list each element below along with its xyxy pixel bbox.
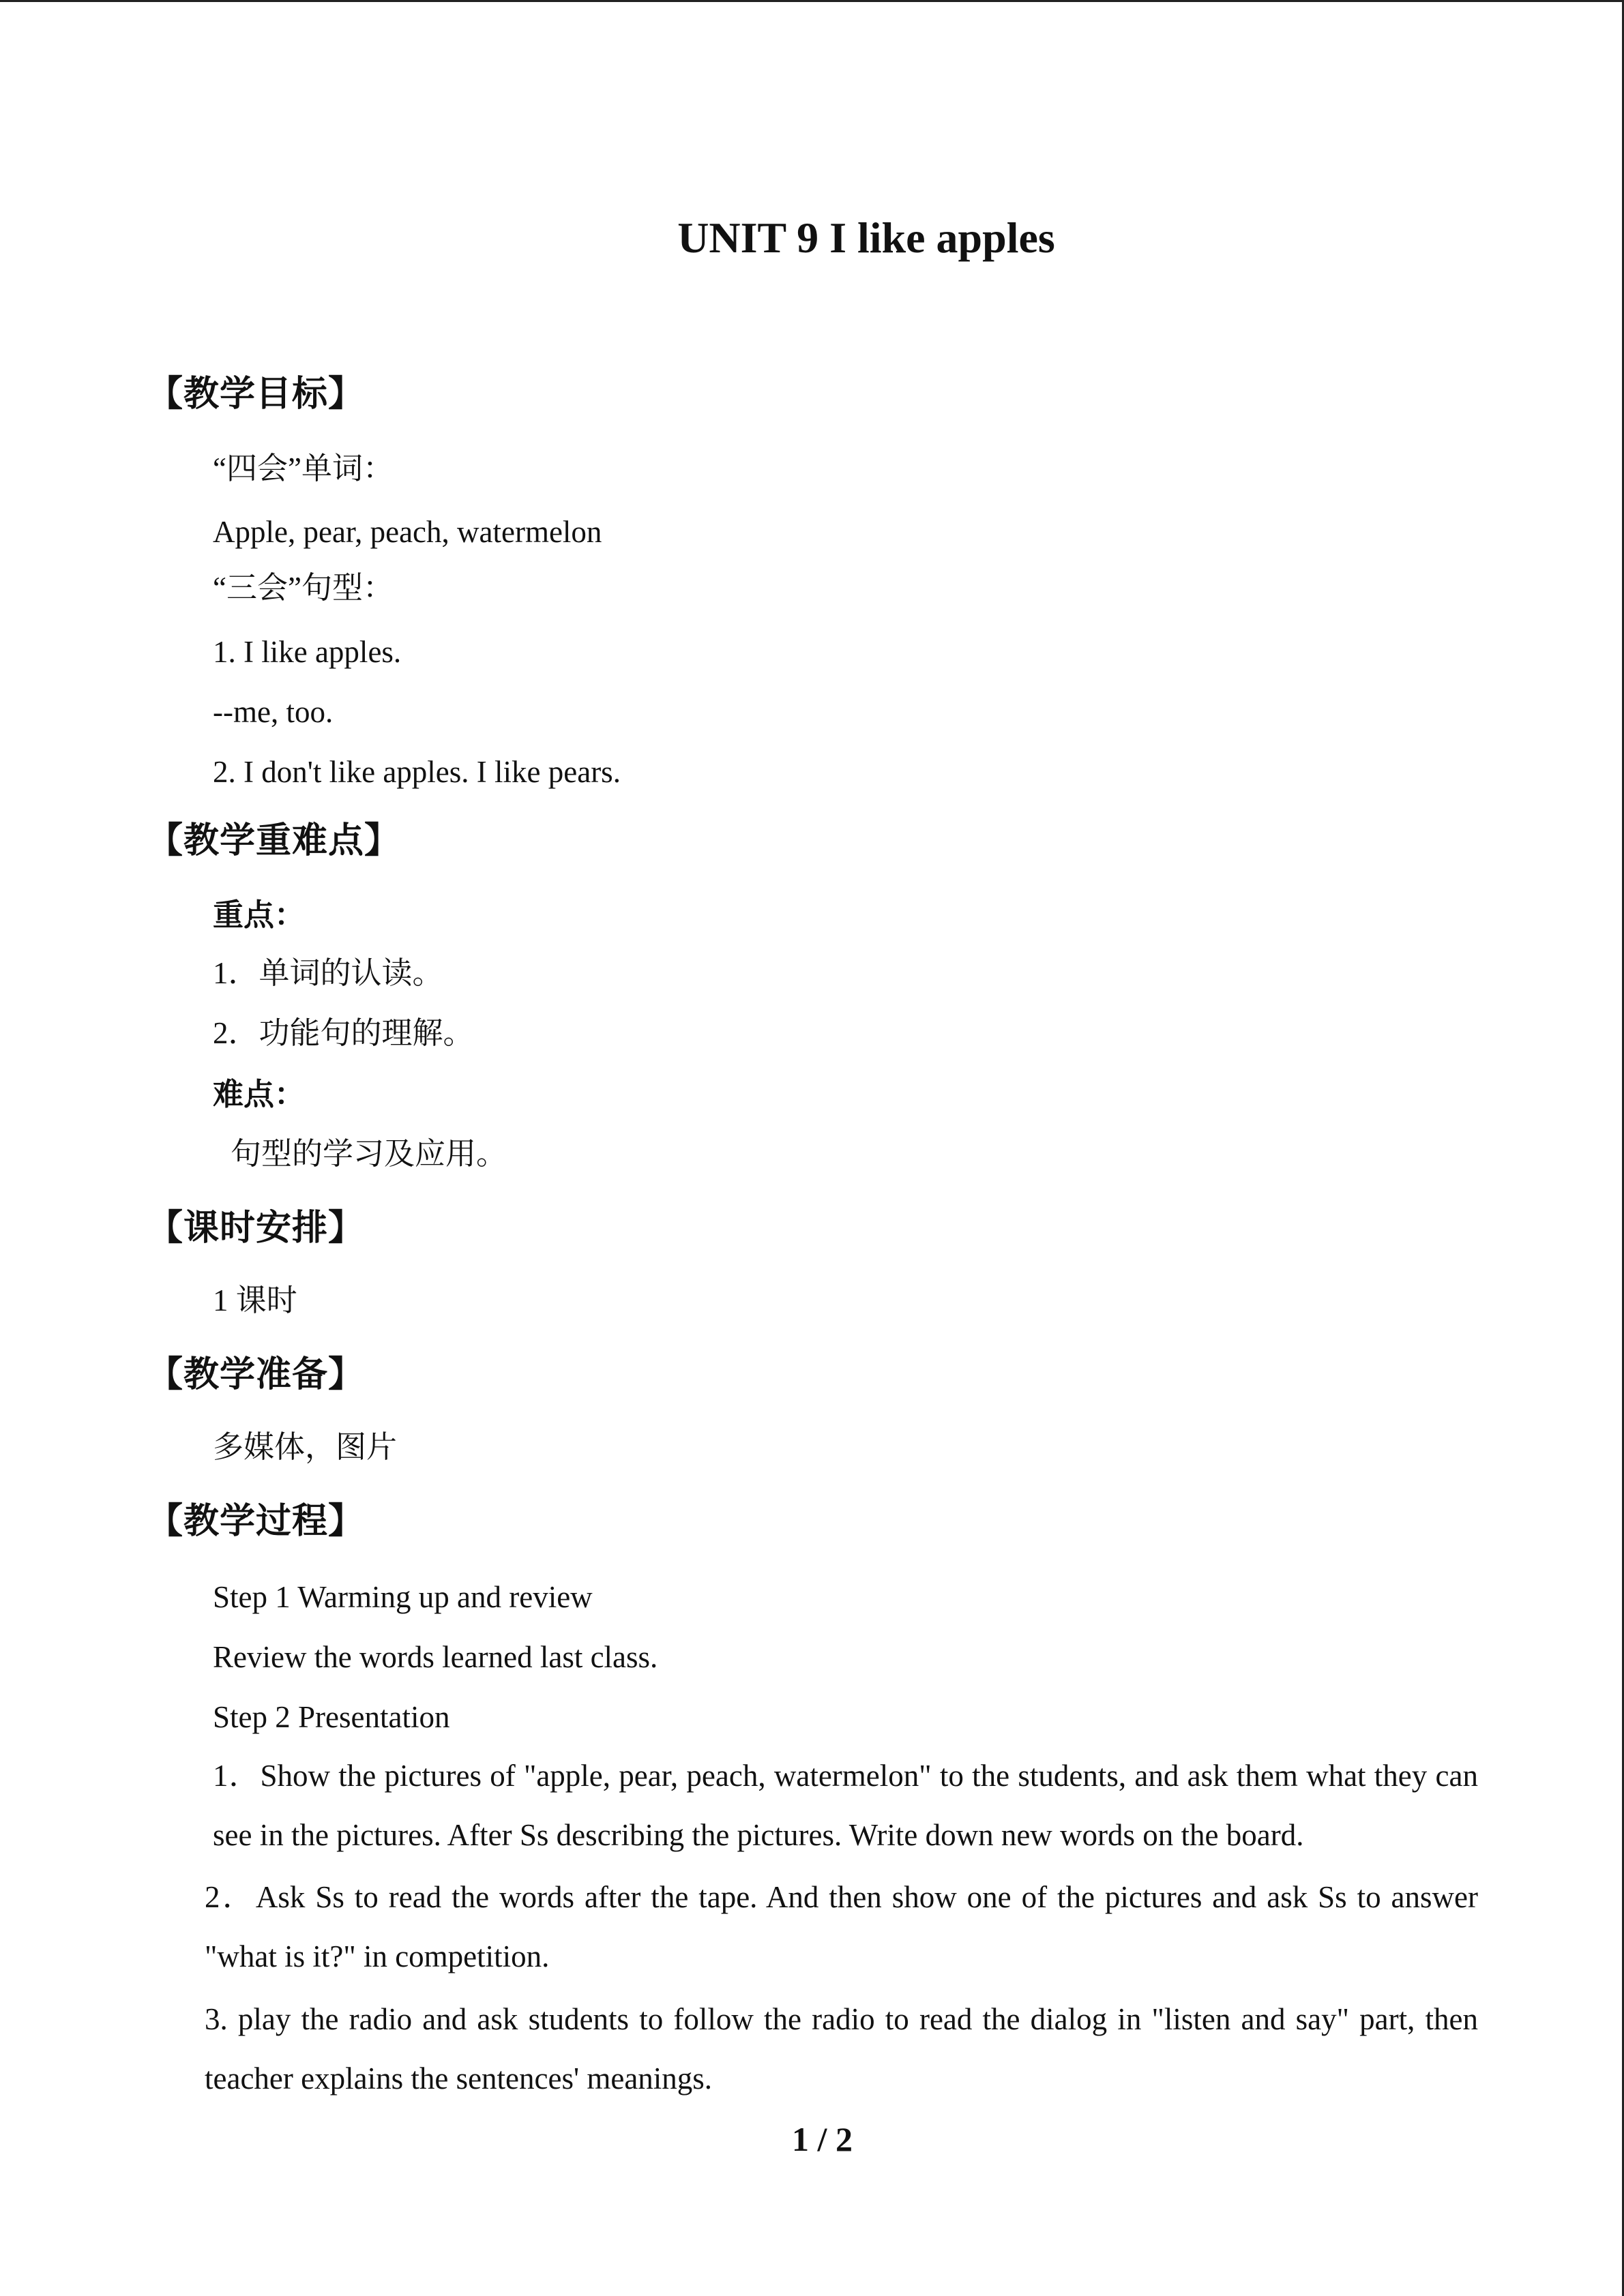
heading-process: 【教学过程】 (147, 1502, 365, 1541)
key-point-2: 2．功能句的理解。 (213, 1016, 474, 1050)
label-difficult: 难点： (213, 1077, 306, 1112)
heading-key-points: 【教学重难点】 (147, 822, 401, 861)
heading-preparation: 【教学准备】 (147, 1356, 365, 1395)
process-item-2: 2．Ask Ss to read the words after the tape. And then show one of the pictures and ask Ss to answer "what is it?" in competition. (205, 1880, 1478, 1973)
schedule-value: 1 课时 (213, 1283, 297, 1317)
sentence-2: --me, too. (213, 695, 334, 729)
preparation-value: 多媒体，图片 (213, 1430, 398, 1464)
step1-title: Step 1 Warming up and review (213, 1580, 593, 1614)
sentence-3: 2. I don't like apples. I like pears. (213, 755, 621, 789)
heading-objectives: 【教学目标】 (147, 375, 365, 414)
key-point-1: 1．单词的认读。 (213, 956, 443, 990)
label-key: 重点： (213, 898, 306, 932)
process-item-1: 1．Show the pictures of "apple, pear, peach, watermelon" to the students, and ask them what they can see in the pictures. After Ss describing the pictures. Write down new words on the board. (213, 1759, 1478, 1852)
difficult-point-1: 句型的学习及应用。 (231, 1137, 507, 1171)
label-three-skill-sentences: “三会”句型： (213, 571, 394, 605)
process-item-3: 3. play the radio and ask students to follow the radio to read the dialog in "listen and say" part, then teacher explains the sentences' meanings. (205, 2002, 1478, 2096)
sentence-1: 1. I like apples. (213, 635, 402, 669)
page-number: 1 / 2 (792, 2120, 853, 2158)
label-four-skill-words: “四会”单词： (213, 451, 394, 486)
document-title: UNIT 9 I like apples (677, 213, 1055, 262)
heading-schedule: 【课时安排】 (147, 1209, 365, 1248)
page-top-border (0, 0, 1624, 2)
vocabulary-words: Apple, pear, peach, watermelon (213, 515, 602, 549)
step1-text: Review the words learned last class. (213, 1640, 658, 1674)
step2-title: Step 2 Presentation (213, 1700, 450, 1734)
